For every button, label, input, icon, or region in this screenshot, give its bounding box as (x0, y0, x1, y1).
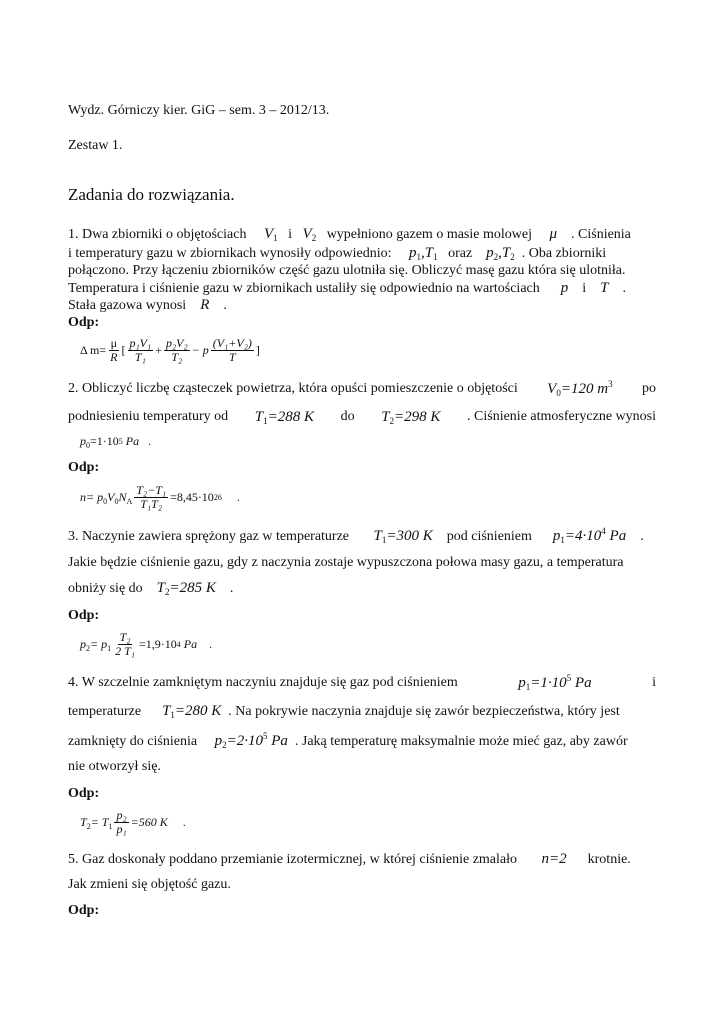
task5-line1: 5. Gaz doskonały poddano przemianie izotermicznej, w której ciśnienie zmalało n=2 krotnie. (68, 851, 631, 867)
task4-line4: nie otworzył się. (68, 759, 161, 774)
task1-line1: 1. Dwa zbiorniki o objętościach $V_1$ i $V_2$ wypełniono gazem o masie molowej μ . Ciśnienia (68, 226, 631, 243)
task3-answer-label: Odp: (68, 608, 100, 623)
task3-line3: obniży się do $T_2=285$ K . (68, 580, 234, 597)
task1-answer-formula: Δ m= $\frac{\mu}{R}$ [ $\frac{\text{p₁V₁}}{\text{T₁}}$ + $\frac{\text{p₂V₂}}{\text{T₂}}$ − p $\frac{\text{(V₁+V₂)}}{T}$ ] (80, 336, 260, 364)
set-title: Zestaw 1. (68, 138, 123, 153)
task3-line1: 3. Naczynie zawiera sprężony gaz w temperaturze $T_1=300$ K pod ciśnieniem $p_1=4\cdot 10^4$ Pa . (68, 526, 644, 545)
task5-answer-label: Odp: (68, 903, 100, 918)
task1-line4: Temperatura i ciśnienie gazu w zbiornikach ustaliły się odpowiednio na wartościach p i T . (68, 280, 626, 296)
task1-line3: połączono. Przy łączeniu zbiorników część gazu ulotniła się. Obliczyć masę gazu która się ulotniła. (68, 263, 626, 278)
section-title: Zadania do rozwiązania. (68, 185, 235, 204)
task2-answer-formula: $n= p_0$ $V_0$ $N_A$ $\frac{\text{T₂−T₁}}{\text{T₁T₂}}$ =8,45·10 26 . (80, 483, 240, 511)
task1-answer-label: Odp: (68, 315, 100, 330)
task3-line2: Jakie będzie ciśnienie gazu, gdy z naczynia zostaje wypuszczona połowa masy gazu, a temperatura (68, 555, 624, 570)
task2-pressure: $p_0$ =1·10 5 Pa . (80, 434, 152, 450)
task2-line1: 2. Obliczyć liczbę cząsteczek powietrza, która opuści pomieszczenie o objętości $V_0=120$ $m^3$ po (68, 379, 656, 398)
task1-line5: Stała gazowa wynosi R . (68, 297, 227, 313)
task4-line1: 4. W szczelnie zamkniętym naczyniu znajduje się gaz pod ciśnieniem $p_1=1\cdot 10^5$ Pa i (68, 673, 656, 692)
task1-line2: i temperatury gazu w zbiornikach wynosiły odpowiednio: $p_1,T_1$ oraz $p_2,T_2$ . Oba zbiorniki (68, 245, 607, 262)
task2-line2: podniesieniu temperatury od $T_1=288$ K do $T_2=298$ K . Ciśnienie atmosferyczne wynosi (68, 409, 656, 426)
task4-line3: zamknięty do ciśnienia $p_2=2\cdot 10^5$ Pa . Jaką temperaturę maksymalnie może mieć gaz, aby zawór (68, 731, 628, 750)
task4-answer-label: Odp: (68, 786, 100, 801)
task5-line2: Jak zmieni się objętość gazu. (68, 877, 231, 892)
task4-line2: temperaturze $T_1=280$ K . Na pokrywie naczynia znajduje się zawór bezpieczeństwa, który jest (68, 703, 620, 720)
task3-answer-formula: $p_2$ = $p_1$ $\frac{\text{T₂}}{\text{2 T₁}}$ =1,9·10 4 Pa . (80, 630, 213, 658)
task4-answer-formula: $T_2$ = $T_1$ $\frac{\text{p₂}}{\text{p₁}}$ =560 K . (80, 808, 186, 836)
course-header: Wydz. Górniczy kier. GiG – sem. 3 – 2012/13. (68, 103, 330, 118)
task2-answer-label: Odp: (68, 460, 100, 475)
